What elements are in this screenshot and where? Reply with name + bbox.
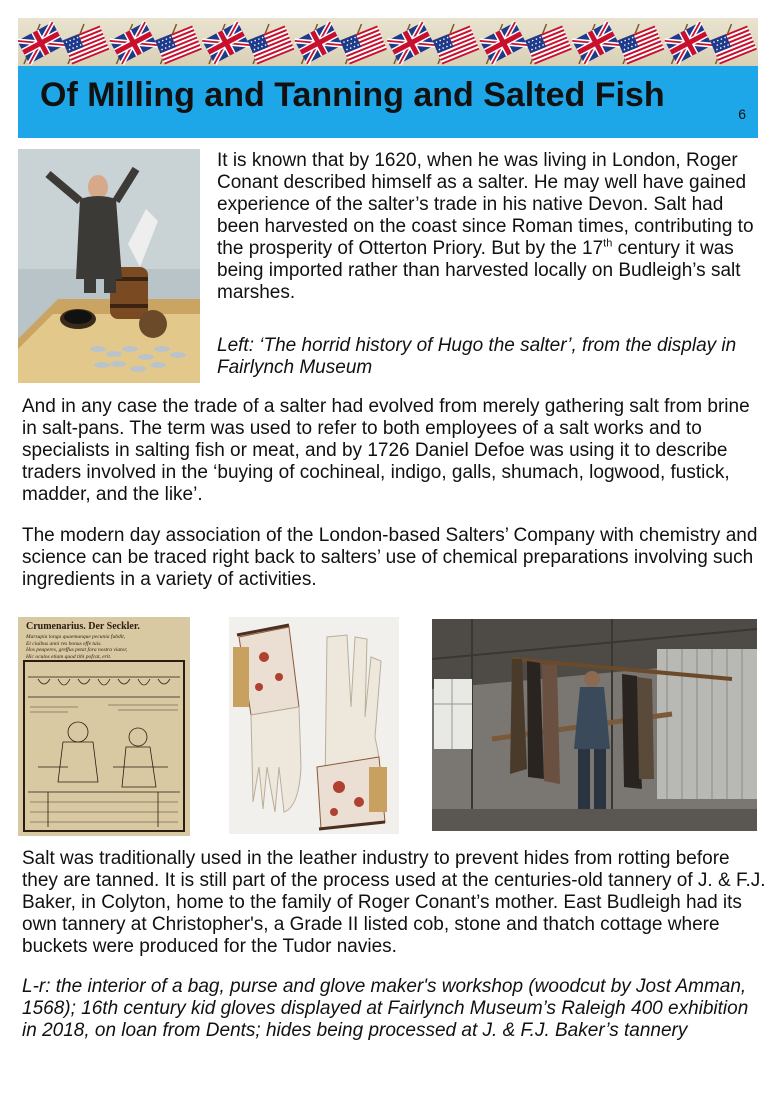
woodcut-heading: Crumenarius. Der Seckler. xyxy=(26,621,140,632)
salter-figure-photo xyxy=(18,149,200,383)
woodcut-image xyxy=(18,617,190,836)
tannery-image xyxy=(432,619,757,831)
flag-pair-4 xyxy=(295,22,387,64)
intro-paragraph: It is known that by 1620, when he was living in London, Roger Conant described himself as a salter. He may well have gained experience of the salter’s trade in his native Devon. Salt had been harvested on the coast since Roman times, contributing to the prosperity of Otterton Priory. But by the 17th century it was being imported rather than harvested locally on Budleigh’s salt marshes. xyxy=(217,150,754,303)
caption-images: L-r: the interior of a bag, purse and glove maker's workshop (woodcut by Jost Amman, 1568); 16th century kid gloves displayed at Fairlynch Museum’s Raleigh 400 exhibition in 2018, on loan from Dents; hides being processed at J. & F.J. Baker’s tannery xyxy=(22,976,749,1041)
page-number: 6 xyxy=(738,106,746,122)
caption-salter: Left: ‘The horrid history of Hugo the salter’, from the display in Fairlynch Museum xyxy=(217,335,737,378)
flag-pair-5 xyxy=(387,22,479,64)
flag-banner xyxy=(18,18,758,66)
woodcut-verse: Marsupia longa quaemunque pecunia fubdit, Et ciuibus anni res bonus effe tuis. Hos peuperes, greffus petat fora nostra viator, Hic oculos etiam quod tibi pofcat, erit. xyxy=(26,634,128,660)
flag-pair-3 xyxy=(202,22,294,64)
flag-row xyxy=(18,18,758,66)
flag-pair-7 xyxy=(572,22,664,64)
leather-industry-paragraph: Salt was traditionally used in the leather industry to prevent hides from rotting before they are tanned. It is still part of the process used at the centuries-old tannery of J. & F.J. Baker, in Colyton, home to the family of Roger Conant’s mother. East Budleigh had its own tannery at Christopher's, a Grade II listed cob, stone and thatch cottage where buckets were produced for the Tudor navies. xyxy=(22,848,766,957)
salters-company-paragraph: The modern day association of the London-based Salters’ Company with chemistry and science can be traced right back to salters’ use of chemical preparations involving such ingredients in a variety of activities. xyxy=(22,525,758,590)
page-title: Of Milling and Tanning and Salted Fish xyxy=(40,76,665,114)
gloves-image xyxy=(229,617,399,834)
flag-pair-1 xyxy=(18,22,109,64)
salter-trade-paragraph: And in any case the trade of a salter had evolved from merely gathering salt from brine in salt-pans. The term was used to refer to both employees of a salt works and to specialists in salting fish or meat, and by 1726 Daniel Defoe was using it to describe traders involved in the ‘buying of cochineal, indigo, galls, shumach, logwood, fustick, madder, and the like’. xyxy=(22,396,750,505)
flag-pair-6 xyxy=(480,22,572,64)
flag-pair-2 xyxy=(110,22,202,64)
title-bar xyxy=(18,66,758,138)
flag-pair-8 xyxy=(665,22,757,64)
